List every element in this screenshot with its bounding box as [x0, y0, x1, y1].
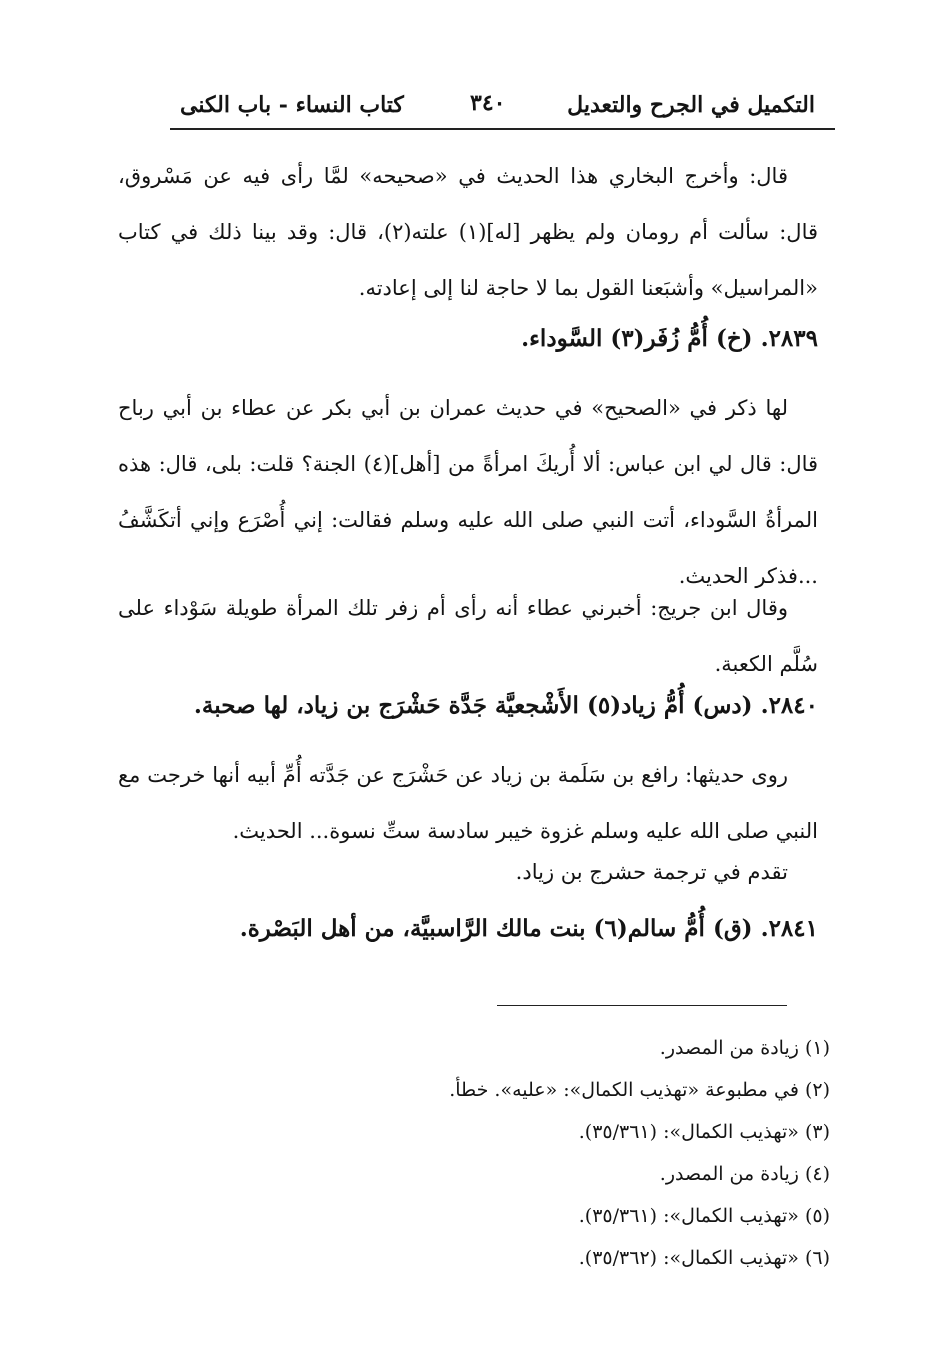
footnote-divider: [497, 1005, 787, 1006]
entry-2841: ٢٨٤١. (ق) أُمُّ سالم(٦) بنت مالك الرَّاسبيَّة، من أهل البَصْرة.: [239, 915, 818, 942]
footnote-6: (٦) «تهذيب الكمال»: (٣٥/٣٦٢).: [578, 1247, 830, 1269]
footnote-2: (٢) في مطبوعة «تهذيب الكمال»: «عليه». خطأ.: [449, 1079, 830, 1101]
paragraph-cross-reference: تقدم في ترجمة حشرج بن زياد.: [515, 860, 788, 884]
running-header: [170, 84, 835, 130]
footnote-4: (٤) زيادة من المصدر.: [659, 1163, 830, 1185]
paragraph-ibn-jurayj: وقال ابن جريج: أخبرني عطاء أنه رأى أم زفر تلك المرأة طويلة سَوْداء على سُلَّم الكعبة.: [118, 596, 818, 676]
footnote-5: (٥) «تهذيب الكمال»: (٣٥/٣٦١).: [578, 1205, 830, 1227]
paragraph-umm-ziyad: روى حديثها: رافع بن سَلَمة بن زياد عن حَشْرَج عن جَدَّته أُمِّ أبيه أنها خرجت مع النبي صلى الله عليه وسلم غزوة خيبر سادسة ستِّ نسوة... الحديث.: [118, 763, 818, 843]
footnotes: [420, 1027, 830, 1279]
footnote-1: (١) زيادة من المصدر.: [659, 1037, 830, 1059]
book-title: التكميل في الجرح والتعديل: [567, 92, 815, 118]
section-title: كتاب النساء - باب الكنى: [180, 92, 404, 118]
paragraph-umm-zufar: لها ذكر في «الصحيح» في حديث عمران بن أبي بكر عن عطاء بن أبي رباح قال: قال لي ابن عباس: ألا أُريكَ امرأةً من [أهل](٤) الجنة؟ قلت: بلى، قال: هذه المرأةُ السَّوداء، أتت النبي صلى الله عليه وسلم فقالت: إني أُصْرَع وإني أتكَشَّفُ ...فذكر الحديث.: [118, 396, 819, 588]
page-number: ٣٤٠: [470, 90, 506, 116]
entry-2839: ٢٨٣٩. (خ) أُمُّ زُفَر(٣) السَّوداء.: [521, 325, 818, 352]
paragraph-bukhari: قال: وأخرج البخاري هذا الحديث في «صحيحه» لمَّا رأى فيه عن مَسْروق، قال: سألت أم رومان ولم يظهر [له](١) علته(٢)، قال: وقد بينا ذلك في كتاب «المراسيل» وأشبَعنا القول بما لا حاجة لنا إلى إعادته.: [118, 164, 819, 300]
footnote-3: (٣) «تهذيب الكمال»: (٣٥/٣٦١).: [578, 1121, 830, 1143]
entry-2840: ٢٨٤٠. (دس) أُمُّ زياد(٥) الأَشْجعيَّة جَدَّة حَشْرَج بن زياد، لها صحبة.: [193, 692, 818, 719]
